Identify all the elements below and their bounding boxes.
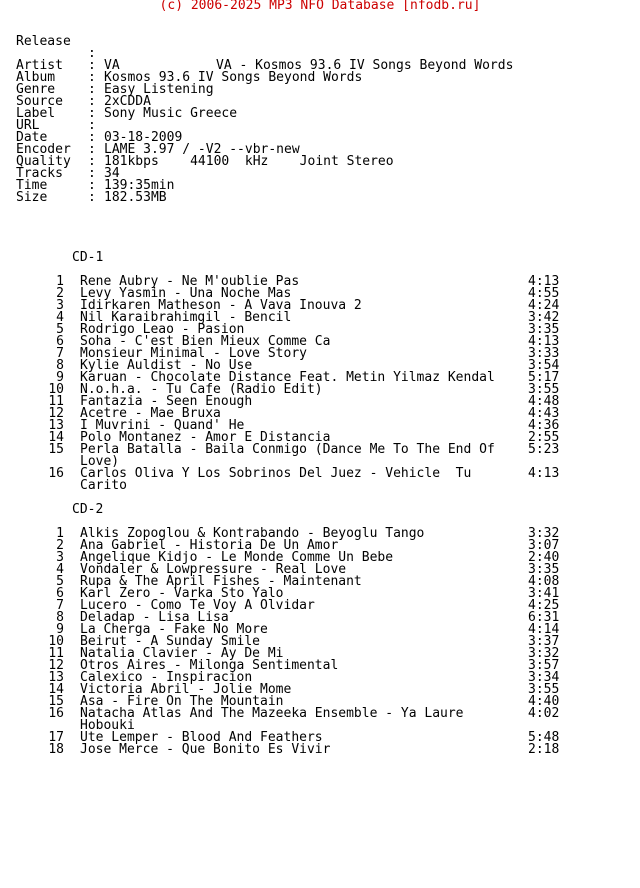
track-duration: 4:13 bbox=[528, 274, 560, 289]
track-number: 11 bbox=[48, 646, 64, 661]
track-title: Rodrigo Leao - Pasion bbox=[80, 322, 245, 337]
info-label: Genre bbox=[16, 82, 56, 97]
track-number: 15 bbox=[48, 442, 64, 457]
release-value: VA - Kosmos 93.6 IV Songs Beyond Words bbox=[216, 58, 514, 73]
track-number: 5 bbox=[56, 574, 64, 589]
track-duration: 3:42 bbox=[528, 310, 560, 325]
track-number: 2 bbox=[56, 538, 64, 553]
track-duration: 4:24 bbox=[528, 298, 560, 313]
track-title: Lucero - Como Te Voy A Olvidar bbox=[80, 598, 315, 613]
info-colon: : bbox=[88, 142, 96, 157]
track-duration: 3:55 bbox=[528, 682, 560, 697]
track-duration: 3:41 bbox=[528, 586, 560, 601]
track-title: Otros Aires - Milonga Sentimental bbox=[80, 658, 339, 673]
track-title: Karl Zero - Varka Sto Yalo bbox=[80, 586, 284, 601]
track-title: Calexico - Inspiracion bbox=[80, 670, 253, 685]
track-duration: 3:35 bbox=[528, 562, 560, 577]
track-duration: 4:25 bbox=[528, 598, 560, 613]
track-duration: 4:13 bbox=[528, 466, 560, 481]
track-title: Acetre - Mae Bruxa bbox=[80, 406, 221, 421]
track-duration: 4:08 bbox=[528, 574, 560, 589]
track-number: 7 bbox=[56, 346, 64, 361]
release-colon: : bbox=[88, 46, 96, 61]
cd-title: CD-1 bbox=[72, 250, 104, 265]
info-label: Album bbox=[16, 70, 56, 85]
track-number: 16 bbox=[48, 706, 64, 721]
track-duration: 4:14 bbox=[528, 622, 560, 637]
track-title: Fantazia - Seen Enough bbox=[80, 394, 253, 409]
track-duration: 3:33 bbox=[528, 346, 560, 361]
track-title: Carlos Oliva Y Los Sobrinos Del Juez - Vehicle Tu Carito bbox=[80, 466, 472, 493]
track-number: 2 bbox=[56, 286, 64, 301]
track-title: Levy Yasmin - Una Noche Mas bbox=[80, 286, 292, 301]
info-value: 03-18-2009 bbox=[104, 130, 183, 145]
track-number: 14 bbox=[48, 430, 64, 445]
track-duration: 4:40 bbox=[528, 694, 560, 709]
site-banner: (c) 2006-2025 MP3 NFO Database [nfodb.ru] bbox=[159, 0, 481, 13]
info-colon: : bbox=[88, 190, 96, 205]
track-duration: 2:55 bbox=[528, 430, 560, 445]
track-title: N.o.h.a. - Tu Cafe (Radio Edit) bbox=[80, 382, 323, 397]
track-duration: 3:32 bbox=[528, 526, 560, 541]
info-label: Label bbox=[16, 106, 56, 121]
track-title: Karuan - Chocolate Distance Feat. Metin Yilmaz Kendal bbox=[80, 370, 495, 385]
track-title: Deladap - Lisa Lisa bbox=[80, 610, 229, 625]
track-number: 4 bbox=[56, 562, 64, 577]
track-duration: 3:34 bbox=[528, 670, 560, 685]
track-title: La Cherga - Fake No More bbox=[80, 622, 268, 637]
track-title: Ute Lemper - Blood And Feathers bbox=[80, 730, 323, 745]
track-number: 13 bbox=[48, 418, 64, 433]
info-value: Easy Listening bbox=[104, 82, 214, 97]
info-label: Time bbox=[16, 178, 48, 193]
track-duration: 4:48 bbox=[528, 394, 560, 409]
track-number: 16 bbox=[48, 466, 64, 481]
track-title: Alkis Zopoglou & Kontrabando - Beyoglu Tango bbox=[80, 526, 425, 541]
track-number: 6 bbox=[56, 334, 64, 349]
track-number: 8 bbox=[56, 358, 64, 373]
info-value: Sony Music Greece bbox=[104, 106, 238, 121]
track-title: Asa - Fire On The Mountain bbox=[80, 694, 284, 709]
info-value: 139:35min bbox=[104, 178, 175, 193]
track-duration: 3:37 bbox=[528, 634, 560, 649]
track-title: Natacha Atlas And The Mazeeka Ensemble - Ya Laure Hobouki bbox=[80, 706, 464, 733]
info-label: Date bbox=[16, 130, 48, 145]
track-duration: 4:43 bbox=[528, 406, 560, 421]
track-number: 14 bbox=[48, 682, 64, 697]
info-value: 2xCDDA bbox=[104, 94, 151, 109]
track-number: 11 bbox=[48, 394, 64, 409]
track-number: 15 bbox=[48, 694, 64, 709]
track-title: Rupa & The April Fishes - Maintenant bbox=[80, 574, 362, 589]
track-duration: 3:35 bbox=[528, 322, 560, 337]
track-duration: 3:07 bbox=[528, 538, 560, 553]
track-duration: 3:32 bbox=[528, 646, 560, 661]
info-label: Artist bbox=[16, 58, 63, 73]
cd-title: CD-2 bbox=[72, 502, 104, 517]
track-title: Victoria Abril - Jolie Mome bbox=[80, 682, 292, 697]
track-title: Monsieur Minimal - Love Story bbox=[80, 346, 307, 361]
track-duration: 2:40 bbox=[528, 550, 560, 565]
track-number: 1 bbox=[56, 274, 64, 289]
track-duration: 2:18 bbox=[528, 742, 560, 757]
track-number: 17 bbox=[48, 730, 64, 745]
info-colon: : bbox=[88, 154, 96, 169]
track-number: 7 bbox=[56, 598, 64, 613]
info-colon: : bbox=[88, 178, 96, 193]
track-number: 18 bbox=[48, 742, 64, 757]
info-value: 34 bbox=[104, 166, 120, 181]
track-title: Polo Montanez - Amor E Distancia bbox=[80, 430, 331, 445]
track-duration: 5:23 bbox=[528, 442, 560, 457]
track-number: 9 bbox=[56, 622, 64, 637]
track-title: I Muvrini - Quand' He bbox=[80, 418, 245, 433]
track-title: Vondaler & Lowpressure - Real Love bbox=[80, 562, 347, 577]
track-number: 8 bbox=[56, 610, 64, 625]
track-number: 12 bbox=[48, 658, 64, 673]
info-value: VA bbox=[104, 58, 120, 73]
info-colon: : bbox=[88, 70, 96, 85]
info-colon: : bbox=[88, 82, 96, 97]
info-value: 182.53MB bbox=[104, 190, 167, 205]
info-value: LAME 3.97 / -V2 --vbr-new bbox=[104, 142, 300, 157]
track-duration: 4:13 bbox=[528, 334, 560, 349]
info-value: 181kbps 44100 kHz Joint Stereo bbox=[104, 154, 394, 169]
info-label: URL bbox=[16, 118, 40, 133]
track-title: Rene Aubry - Ne M'oublie Pas bbox=[80, 274, 300, 289]
info-colon: : bbox=[88, 106, 96, 121]
track-duration: 3:54 bbox=[528, 358, 560, 373]
track-number: 13 bbox=[48, 670, 64, 685]
track-title: Kylie Auldist - No Use bbox=[80, 358, 253, 373]
info-colon: : bbox=[88, 130, 96, 145]
track-number: 5 bbox=[56, 322, 64, 337]
info-label: Size bbox=[16, 190, 48, 205]
info-colon: : bbox=[88, 94, 96, 109]
release-label: Release bbox=[16, 34, 71, 49]
track-number: 6 bbox=[56, 586, 64, 601]
track-duration: 5:17 bbox=[528, 370, 560, 385]
info-label: Quality bbox=[16, 154, 71, 169]
info-colon: : bbox=[88, 118, 96, 133]
track-number: 10 bbox=[48, 634, 64, 649]
track-duration: 6:31 bbox=[528, 610, 560, 625]
info-label: Tracks bbox=[16, 166, 63, 181]
track-number: 10 bbox=[48, 382, 64, 397]
track-duration: 3:57 bbox=[528, 658, 560, 673]
track-title: Perla Batalla - Baila Conmigo (Dance Me To The End Of Love) bbox=[80, 442, 495, 469]
track-number: 4 bbox=[56, 310, 64, 325]
track-duration: 4:02 bbox=[528, 706, 560, 721]
track-duration: 4:36 bbox=[528, 418, 560, 433]
info-label: Encoder bbox=[16, 142, 71, 157]
track-title: Angelique Kidjo - Le Monde Comme Un Bebe bbox=[80, 550, 394, 565]
track-title: Soha - C'est Bien Mieux Comme Ca bbox=[80, 334, 331, 349]
info-colon: : bbox=[88, 166, 96, 181]
track-title: Ana Gabriel - Historia De Un Amor bbox=[80, 538, 339, 553]
info-label: Source bbox=[16, 94, 63, 109]
track-number: 12 bbox=[48, 406, 64, 421]
track-number: 1 bbox=[56, 526, 64, 541]
track-duration: 4:55 bbox=[528, 286, 560, 301]
track-number: 3 bbox=[56, 550, 64, 565]
track-number: 9 bbox=[56, 370, 64, 385]
track-title: Jose Merce - Que Bonito Es Vivir bbox=[80, 742, 331, 757]
info-value: Kosmos 93.6 IV Songs Beyond Words bbox=[104, 70, 363, 85]
track-title: Idirkaren Matheson - A Vava Inouva 2 bbox=[80, 298, 362, 313]
track-duration: 3:55 bbox=[528, 382, 560, 397]
track-title: Natalia Clavier - Ay De Mi bbox=[80, 646, 284, 661]
info-colon: : bbox=[88, 58, 96, 73]
track-duration: 5:48 bbox=[528, 730, 560, 745]
track-title: Nil Karaibrahimgil - Bencil bbox=[80, 310, 292, 325]
track-title: Beirut - A Sunday Smile bbox=[80, 634, 261, 649]
track-number: 3 bbox=[56, 298, 64, 313]
